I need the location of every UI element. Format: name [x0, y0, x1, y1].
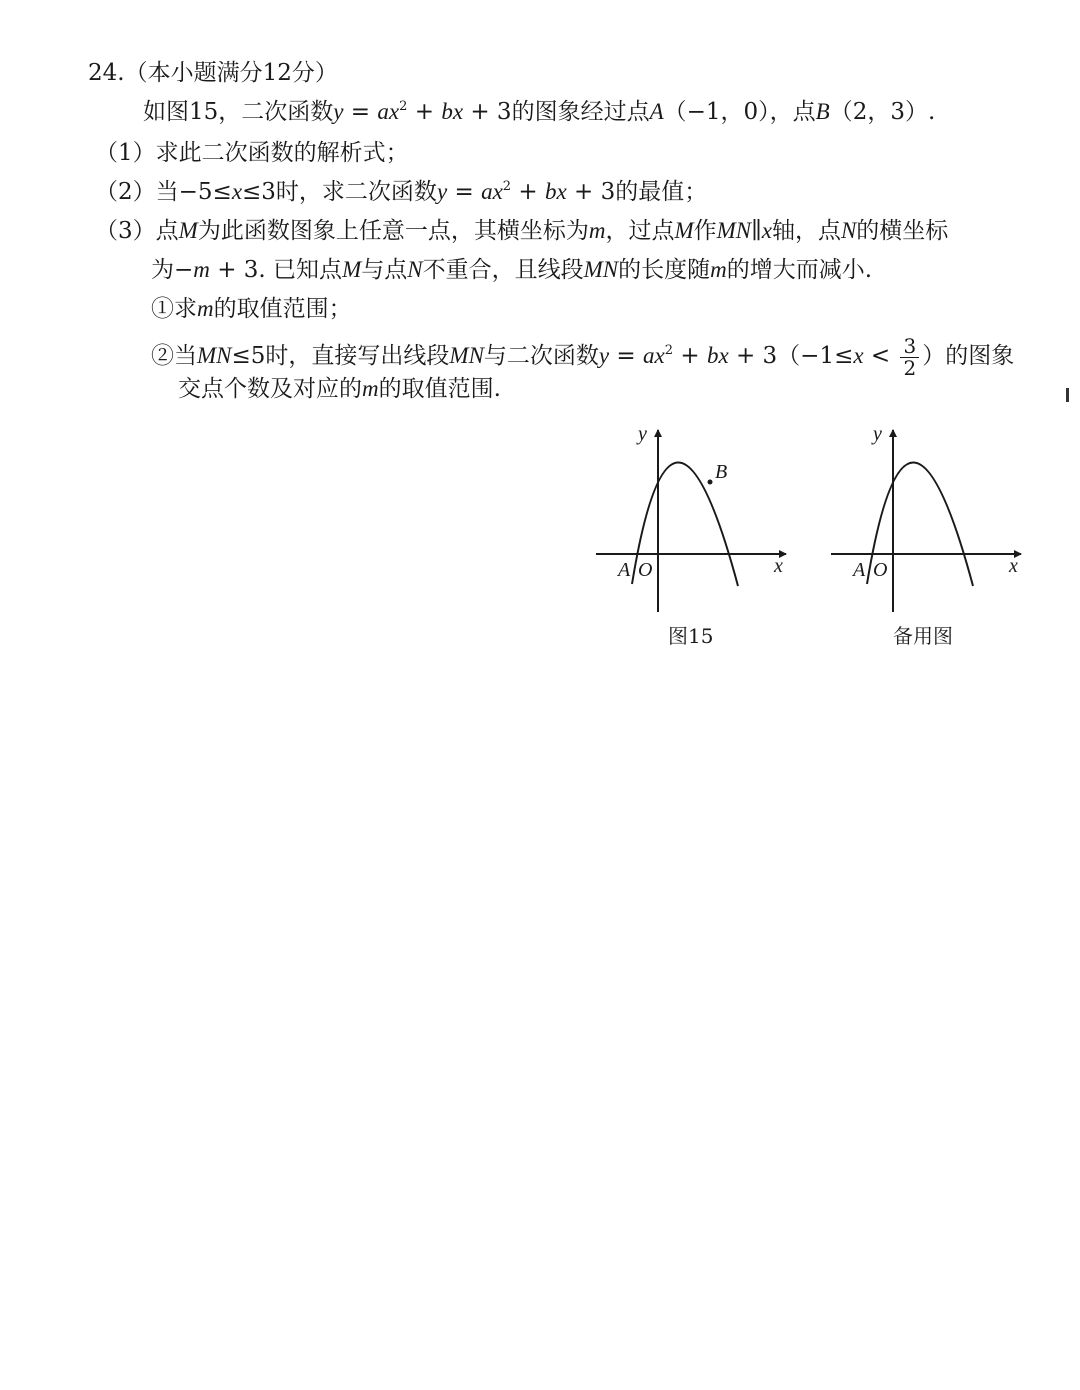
eq-square: 2 — [502, 179, 512, 194]
eq-b: b — [544, 179, 557, 204]
eq-y: y — [436, 179, 448, 204]
text: ，过点 — [605, 218, 675, 244]
less-than: < — [863, 343, 898, 369]
eq-x: x — [654, 343, 665, 368]
parallel-symbol: ∥ — [751, 218, 762, 244]
eq-a: a — [377, 99, 389, 124]
eq-x: x — [388, 99, 400, 124]
point-a-label: A — [853, 559, 866, 581]
eq-plus: + — [673, 343, 707, 369]
var-MN: MN — [449, 343, 484, 368]
var-m: m — [710, 257, 727, 282]
eq-x: x — [718, 343, 729, 368]
point-a-label: A — [618, 559, 631, 581]
part-2-mid: ≤3时，求二次函数 — [242, 179, 437, 205]
text: 为− — [151, 257, 194, 283]
eq-plus-3: + 3 — [566, 179, 616, 205]
var-m: m — [588, 218, 606, 243]
text: ≤5时，直接写出线段 — [231, 343, 450, 369]
text: 的长度随 — [618, 257, 711, 283]
figure-15-graph — [590, 420, 805, 615]
eq-x: x — [556, 179, 567, 204]
var-M: M — [178, 218, 198, 243]
var-MN: MN — [716, 218, 752, 243]
point-b-label: B — [715, 461, 728, 483]
text: 的横坐标 — [856, 218, 949, 244]
part-3-sub-1 — [151, 294, 352, 324]
eq-plus: + — [407, 99, 442, 125]
text: 作 — [693, 218, 717, 244]
text: 的增大而减小. — [726, 257, 873, 283]
var-m: m — [197, 296, 214, 321]
eq-a: a — [481, 179, 493, 204]
point-b-marker — [708, 480, 713, 485]
y-axis-label: y — [873, 423, 882, 445]
y-axis-label: y — [638, 423, 647, 445]
figure-15-caption: 图15 — [668, 624, 714, 648]
eq-plus-3: + 3（−1≤ — [728, 343, 854, 369]
fraction-numerator: 3 — [900, 336, 919, 358]
x-axis-label: x — [1009, 555, 1018, 577]
part-2-suffix: 的最值； — [615, 179, 708, 205]
eq-square: 2 — [664, 343, 674, 358]
spare-figure-graph — [825, 420, 1040, 615]
text: 不重合，且线段 — [422, 257, 584, 283]
origin-label: O — [873, 559, 888, 581]
question-intro — [143, 97, 935, 127]
eq-b: b — [441, 99, 453, 124]
origin-label: O — [638, 559, 653, 581]
part-3-line-1 — [95, 216, 948, 246]
text: 交点个数及对应的 — [178, 376, 362, 402]
eq-equals: = — [343, 99, 378, 125]
var-MN: MN — [583, 257, 619, 282]
part-3-sub-2-line-2 — [178, 374, 501, 404]
var-x: x — [761, 218, 772, 243]
point-a-label: A — [649, 99, 664, 124]
question-header: 24.（本小题满分12分） — [88, 60, 338, 86]
text: 与点 — [361, 257, 408, 283]
text: + 3. 已知点 — [209, 257, 343, 283]
text: ②当 — [151, 343, 197, 369]
text: 为此函数图象上任意一点，其横坐标为 — [197, 218, 589, 244]
point-a-coord: （−1，0），点 — [663, 99, 816, 125]
eq-equals: = — [447, 179, 482, 205]
eq-plus: + — [511, 179, 545, 205]
text: 的取值范围. — [378, 376, 501, 402]
var-MN: MN — [197, 343, 232, 368]
intro-prefix: 如图15，二次函数 — [143, 99, 334, 125]
eq-b: b — [706, 343, 719, 368]
var-M: M — [674, 218, 694, 243]
text: 与二次函数 — [483, 343, 599, 369]
scan-margin-mark — [1066, 388, 1069, 402]
part-3-prefix: （3）点 — [95, 218, 179, 244]
var-x: x — [231, 179, 243, 204]
var-m: m — [362, 376, 379, 401]
text: 轴，点 — [771, 218, 841, 244]
var-N: N — [407, 257, 423, 282]
text: ）的图象 — [922, 343, 1015, 369]
text: 的取值范围； — [213, 296, 352, 322]
part-3-sub-2-line-1 — [151, 334, 1014, 379]
eq-x: x — [452, 99, 464, 124]
spare-figure-caption: 备用图 — [893, 624, 953, 648]
eq-square: 2 — [399, 99, 408, 114]
var-m: m — [193, 257, 210, 282]
eq-equals: = — [609, 343, 644, 369]
part-2 — [95, 177, 707, 207]
eq-a: a — [643, 343, 655, 368]
var-x: x — [853, 343, 864, 368]
text: ①求 — [151, 296, 197, 322]
part-2-prefix: （2）当−5≤ — [95, 179, 232, 205]
fraction-denominator: 2 — [903, 355, 917, 380]
var-M: M — [342, 257, 362, 282]
part-1: （1）求此二次函数的解析式； — [95, 140, 409, 166]
part-3-line-2 — [151, 255, 872, 285]
fraction-three-halves — [900, 333, 919, 380]
intro-mid: 的图象经过点 — [511, 99, 650, 125]
eq-plus-3: + 3 — [463, 99, 512, 125]
point-b-coord: （2，3）. — [829, 99, 936, 125]
point-b-label: B — [815, 99, 830, 124]
eq-x: x — [492, 179, 503, 204]
eq-y: y — [333, 99, 344, 124]
eq-y: y — [598, 343, 610, 368]
var-N: N — [840, 218, 857, 243]
x-axis-label: x — [774, 555, 783, 577]
